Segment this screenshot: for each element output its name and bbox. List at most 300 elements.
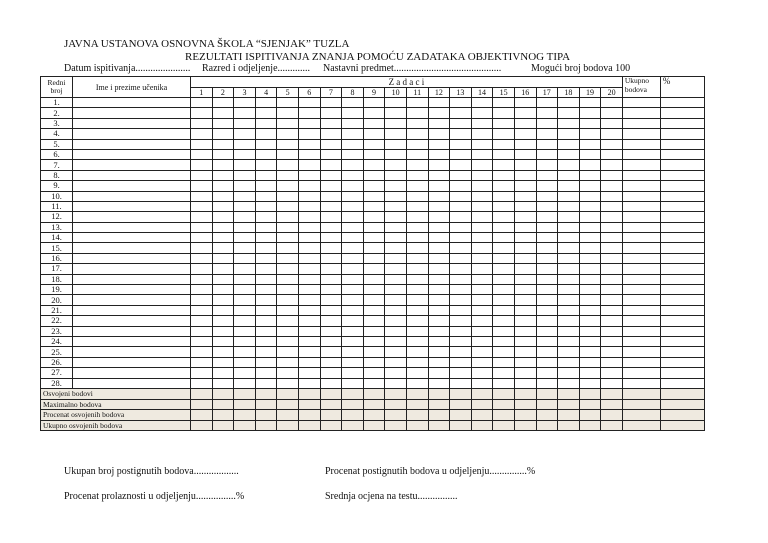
score-cell xyxy=(363,201,385,211)
score-cell xyxy=(622,326,660,336)
score-cell xyxy=(471,368,493,378)
score-cell xyxy=(493,212,515,222)
student-name-cell xyxy=(73,222,191,232)
score-cell xyxy=(660,129,704,139)
score-cell xyxy=(342,295,364,305)
score-cell xyxy=(579,336,601,346)
score-cell xyxy=(363,108,385,118)
score-cell xyxy=(385,295,407,305)
score-cell xyxy=(363,233,385,243)
score-cell xyxy=(363,170,385,180)
score-cell xyxy=(514,295,536,305)
score-cell xyxy=(536,129,558,139)
score-cell xyxy=(385,305,407,315)
score-cell xyxy=(406,368,428,378)
score-cell xyxy=(471,378,493,388)
student-row xyxy=(41,326,705,336)
score-cell xyxy=(320,305,342,315)
score-cell xyxy=(558,336,580,346)
score-cell xyxy=(622,295,660,305)
score-cell xyxy=(277,326,299,336)
student-row xyxy=(41,305,705,315)
score-cell xyxy=(428,378,450,388)
summary-cell xyxy=(255,399,277,410)
score-cell xyxy=(234,264,256,274)
score-cell xyxy=(450,295,472,305)
student-row xyxy=(41,201,705,211)
score-cell xyxy=(255,149,277,159)
score-cell xyxy=(385,253,407,263)
score-cell xyxy=(622,191,660,201)
student-name-cell xyxy=(73,253,191,263)
score-cell xyxy=(277,160,299,170)
score-cell xyxy=(385,285,407,295)
score-cell xyxy=(320,253,342,263)
score-cell xyxy=(342,368,364,378)
score-cell xyxy=(514,139,536,149)
score-cell xyxy=(450,316,472,326)
score-cell xyxy=(579,149,601,159)
score-cell xyxy=(255,201,277,211)
score-cell xyxy=(234,274,256,284)
score-cell xyxy=(385,191,407,201)
score-cell xyxy=(298,139,320,149)
score-cell xyxy=(191,378,213,388)
score-cell xyxy=(298,170,320,180)
score-cell xyxy=(298,336,320,346)
score-cell xyxy=(320,222,342,232)
score-cell xyxy=(536,222,558,232)
row-number: 20. xyxy=(41,295,73,305)
score-cell xyxy=(342,191,364,201)
summary-cell xyxy=(406,410,428,421)
summary-cell xyxy=(428,399,450,410)
score-cell xyxy=(298,285,320,295)
score-cell xyxy=(622,357,660,367)
score-cell xyxy=(450,139,472,149)
score-cell xyxy=(536,368,558,378)
score-cell xyxy=(450,149,472,159)
score-cell xyxy=(493,181,515,191)
score-cell xyxy=(234,129,256,139)
score-cell xyxy=(342,316,364,326)
score-cell xyxy=(514,98,536,108)
score-cell xyxy=(406,274,428,284)
score-cell xyxy=(191,253,213,263)
row-number: 21. xyxy=(41,305,73,315)
score-cell xyxy=(212,108,234,118)
score-cell xyxy=(579,129,601,139)
score-cell xyxy=(428,274,450,284)
score-cell xyxy=(601,212,623,222)
score-cell xyxy=(514,264,536,274)
score-cell xyxy=(320,316,342,326)
score-cell xyxy=(558,295,580,305)
score-cell xyxy=(191,212,213,222)
score-cell xyxy=(406,149,428,159)
row-number: 18. xyxy=(41,274,73,284)
score-cell xyxy=(191,149,213,159)
score-cell xyxy=(255,253,277,263)
student-row xyxy=(41,243,705,253)
score-cell xyxy=(320,170,342,180)
score-cell xyxy=(601,357,623,367)
student-row xyxy=(41,295,705,305)
score-cell xyxy=(255,170,277,180)
row-number: 3. xyxy=(41,118,73,128)
score-cell xyxy=(428,243,450,253)
score-cell xyxy=(298,368,320,378)
score-cell xyxy=(320,139,342,149)
score-cell xyxy=(536,170,558,180)
score-cell xyxy=(191,347,213,357)
score-cell xyxy=(471,347,493,357)
score-cell xyxy=(579,316,601,326)
student-name-cell xyxy=(73,160,191,170)
row-number: 24. xyxy=(41,336,73,346)
score-cell xyxy=(385,357,407,367)
score-cell xyxy=(536,295,558,305)
score-cell xyxy=(450,118,472,128)
score-cell xyxy=(536,149,558,159)
score-cell xyxy=(428,160,450,170)
score-cell xyxy=(277,285,299,295)
score-cell xyxy=(406,118,428,128)
score-cell xyxy=(493,98,515,108)
score-cell xyxy=(428,118,450,128)
score-cell xyxy=(277,139,299,149)
task-number-cell: 14 xyxy=(471,88,493,98)
score-cell xyxy=(471,222,493,232)
score-cell xyxy=(255,181,277,191)
task-number-cell: 2 xyxy=(212,88,234,98)
score-cell xyxy=(579,233,601,243)
score-cell xyxy=(406,336,428,346)
student-row xyxy=(41,129,705,139)
score-cell xyxy=(450,129,472,139)
score-cell xyxy=(601,129,623,139)
score-cell xyxy=(514,222,536,232)
student-name-cell xyxy=(73,212,191,222)
score-cell xyxy=(277,108,299,118)
row-number: 19. xyxy=(41,285,73,295)
score-cell xyxy=(363,274,385,284)
score-cell xyxy=(450,160,472,170)
score-cell xyxy=(406,160,428,170)
score-cell xyxy=(212,347,234,357)
score-cell xyxy=(212,305,234,315)
score-cell xyxy=(363,316,385,326)
score-cell xyxy=(450,357,472,367)
score-cell xyxy=(277,201,299,211)
summary-label: Procenat osvojenih bodova xyxy=(41,410,191,421)
score-cell xyxy=(428,98,450,108)
score-cell xyxy=(255,160,277,170)
row-number: 9. xyxy=(41,181,73,191)
summary-cell xyxy=(493,399,515,410)
row-number: 6. xyxy=(41,149,73,159)
score-cell xyxy=(536,326,558,336)
score-cell xyxy=(212,336,234,346)
score-cell xyxy=(579,222,601,232)
score-cell xyxy=(558,139,580,149)
score-cell xyxy=(363,264,385,274)
task-number-cell: 1 xyxy=(191,88,213,98)
score-cell xyxy=(234,201,256,211)
score-cell xyxy=(536,285,558,295)
score-cell xyxy=(406,243,428,253)
score-cell xyxy=(277,118,299,128)
row-number: 28. xyxy=(41,378,73,388)
score-cell xyxy=(255,274,277,284)
score-cell xyxy=(471,243,493,253)
summary-cell xyxy=(514,410,536,421)
score-cell xyxy=(579,191,601,201)
score-cell xyxy=(255,326,277,336)
score-cell xyxy=(191,201,213,211)
summary-cell xyxy=(255,420,277,431)
summary-cell xyxy=(320,420,342,431)
score-cell xyxy=(514,160,536,170)
student-row xyxy=(41,139,705,149)
score-cell xyxy=(579,160,601,170)
score-cell xyxy=(579,118,601,128)
score-cell xyxy=(558,170,580,180)
task-number-cell: 19 xyxy=(579,88,601,98)
summary-cell xyxy=(385,420,407,431)
score-cell xyxy=(406,139,428,149)
row-number: 16. xyxy=(41,253,73,263)
score-cell xyxy=(234,253,256,263)
score-cell xyxy=(191,316,213,326)
student-name-cell xyxy=(73,181,191,191)
score-cell xyxy=(385,347,407,357)
score-cell xyxy=(298,316,320,326)
score-cell xyxy=(579,170,601,180)
score-cell xyxy=(298,181,320,191)
summary-cell xyxy=(536,420,558,431)
score-cell xyxy=(428,170,450,180)
score-cell xyxy=(320,326,342,336)
score-cell xyxy=(342,253,364,263)
score-cell xyxy=(406,357,428,367)
score-cell xyxy=(363,139,385,149)
score-cell xyxy=(493,336,515,346)
student-name-cell xyxy=(73,305,191,315)
score-cell xyxy=(212,129,234,139)
score-cell xyxy=(342,243,364,253)
student-name-cell xyxy=(73,336,191,346)
score-cell xyxy=(212,368,234,378)
score-cell xyxy=(363,129,385,139)
score-cell xyxy=(255,139,277,149)
score-cell xyxy=(471,139,493,149)
score-cell xyxy=(428,181,450,191)
score-cell xyxy=(660,108,704,118)
summary-cell xyxy=(363,420,385,431)
score-cell xyxy=(622,336,660,346)
score-cell xyxy=(660,378,704,388)
score-cell xyxy=(471,295,493,305)
score-cell xyxy=(298,212,320,222)
score-cell xyxy=(428,222,450,232)
score-cell xyxy=(342,305,364,315)
summary-cell xyxy=(622,399,660,410)
score-cell xyxy=(212,118,234,128)
score-cell xyxy=(277,149,299,159)
score-cell xyxy=(428,139,450,149)
summary-cell xyxy=(342,420,364,431)
results-table xyxy=(40,76,705,431)
student-name-cell xyxy=(73,233,191,243)
score-cell xyxy=(191,139,213,149)
score-cell xyxy=(277,170,299,180)
score-cell xyxy=(660,233,704,243)
score-cell xyxy=(471,98,493,108)
summary-cell xyxy=(660,410,704,421)
score-cell xyxy=(255,118,277,128)
score-cell xyxy=(277,181,299,191)
score-cell xyxy=(493,243,515,253)
score-cell xyxy=(191,326,213,336)
score-cell xyxy=(536,264,558,274)
summary-cell xyxy=(579,410,601,421)
score-cell xyxy=(558,316,580,326)
summary-label: Maximalno bodova xyxy=(41,399,191,410)
score-cell xyxy=(660,253,704,263)
score-cell xyxy=(342,233,364,243)
score-cell xyxy=(450,336,472,346)
score-cell xyxy=(320,129,342,139)
score-cell xyxy=(660,243,704,253)
student-name-cell xyxy=(73,326,191,336)
score-cell xyxy=(493,108,515,118)
score-cell xyxy=(363,357,385,367)
score-cell xyxy=(342,170,364,180)
score-cell xyxy=(277,336,299,346)
score-cell xyxy=(601,149,623,159)
score-cell xyxy=(277,264,299,274)
score-cell xyxy=(622,285,660,295)
score-cell xyxy=(255,357,277,367)
score-cell xyxy=(601,295,623,305)
summary-cell xyxy=(450,410,472,421)
score-cell xyxy=(471,201,493,211)
score-cell xyxy=(191,191,213,201)
score-cell xyxy=(363,285,385,295)
score-cell xyxy=(493,378,515,388)
score-cell xyxy=(450,233,472,243)
summary-row xyxy=(41,399,705,410)
score-cell xyxy=(536,347,558,357)
summary-cell xyxy=(212,420,234,431)
score-cell xyxy=(579,274,601,284)
score-cell xyxy=(428,108,450,118)
score-cell xyxy=(471,326,493,336)
score-cell xyxy=(660,222,704,232)
student-row xyxy=(41,253,705,263)
score-cell xyxy=(493,139,515,149)
score-cell xyxy=(212,212,234,222)
student-row xyxy=(41,181,705,191)
score-cell xyxy=(320,212,342,222)
score-cell xyxy=(385,316,407,326)
score-cell xyxy=(298,98,320,108)
row-number: 14. xyxy=(41,233,73,243)
row-number: 12. xyxy=(41,212,73,222)
summary-cell xyxy=(342,410,364,421)
score-cell xyxy=(320,295,342,305)
score-cell xyxy=(428,201,450,211)
score-cell xyxy=(191,295,213,305)
score-cell xyxy=(622,149,660,159)
score-cell xyxy=(493,129,515,139)
score-cell xyxy=(660,368,704,378)
score-cell xyxy=(579,326,601,336)
score-cell xyxy=(622,212,660,222)
score-cell xyxy=(191,233,213,243)
score-cell xyxy=(277,305,299,315)
score-cell xyxy=(363,118,385,128)
score-cell xyxy=(622,368,660,378)
score-cell xyxy=(450,305,472,315)
score-cell xyxy=(558,201,580,211)
score-cell xyxy=(212,378,234,388)
score-cell xyxy=(579,212,601,222)
score-cell xyxy=(536,191,558,201)
score-cell xyxy=(212,98,234,108)
score-cell xyxy=(601,139,623,149)
score-cell xyxy=(514,285,536,295)
bodovi-field: Mogući broj bodova 100 xyxy=(531,63,631,74)
score-cell xyxy=(298,201,320,211)
score-cell xyxy=(493,149,515,159)
student-row xyxy=(41,160,705,170)
score-cell xyxy=(234,285,256,295)
score-cell xyxy=(406,191,428,201)
score-cell xyxy=(579,201,601,211)
score-cell xyxy=(660,181,704,191)
score-cell xyxy=(406,326,428,336)
score-cell xyxy=(255,316,277,326)
score-cell xyxy=(406,264,428,274)
score-cell xyxy=(298,222,320,232)
task-number-cell: 10 xyxy=(385,88,407,98)
score-cell xyxy=(450,201,472,211)
score-cell xyxy=(471,253,493,263)
student-row xyxy=(41,233,705,243)
score-cell xyxy=(320,160,342,170)
razred-field: Razred i odjeljenje............. xyxy=(202,63,311,74)
student-name-cell xyxy=(73,368,191,378)
score-cell xyxy=(660,285,704,295)
score-cell xyxy=(622,201,660,211)
summary-cell xyxy=(579,399,601,410)
score-cell xyxy=(622,274,660,284)
summary-cell xyxy=(385,410,407,421)
score-cell xyxy=(558,233,580,243)
task-number-cell: 5 xyxy=(277,88,299,98)
summary-cell xyxy=(406,399,428,410)
score-cell xyxy=(255,191,277,201)
summary-cell xyxy=(342,399,364,410)
task-number-cell: 13 xyxy=(450,88,472,98)
score-cell xyxy=(191,170,213,180)
row-number: 2. xyxy=(41,108,73,118)
score-cell xyxy=(471,357,493,367)
score-cell xyxy=(493,316,515,326)
procenat-odjeljenje: Procenat postignutih bodova u odjeljenju...............% xyxy=(325,466,536,477)
